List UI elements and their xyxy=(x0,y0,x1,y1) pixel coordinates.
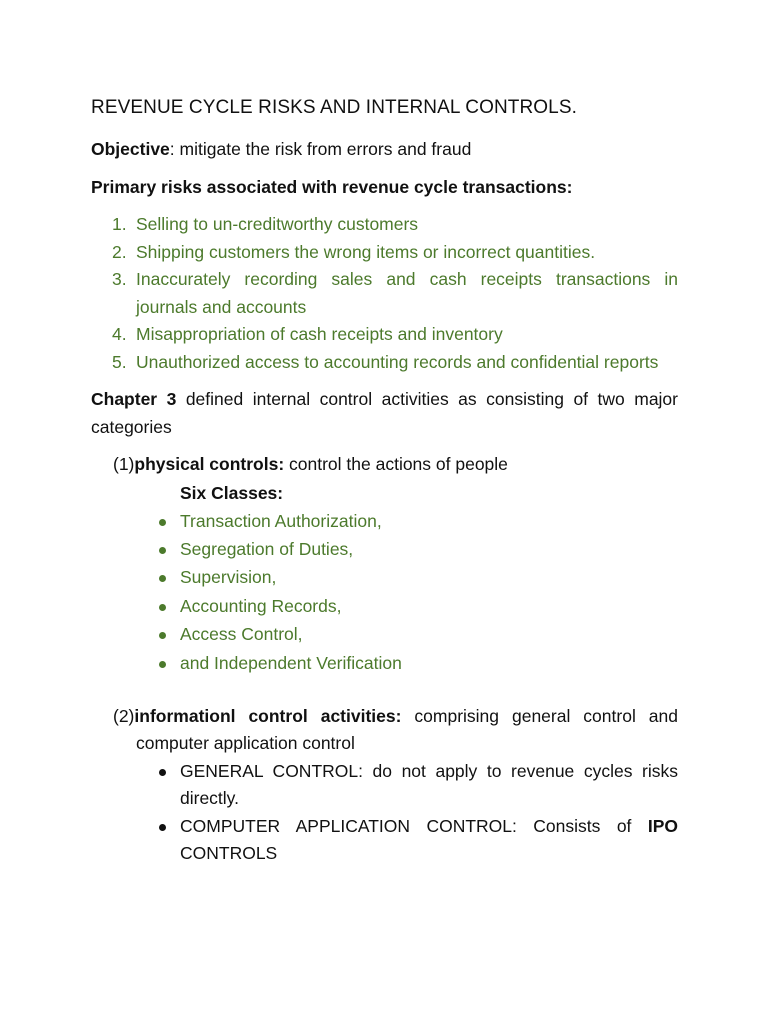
physical-prefix: (1) xyxy=(113,454,135,474)
class-item xyxy=(91,507,678,535)
risk-text: Unauthorized access to accounting records and confidential reports xyxy=(136,351,659,372)
document-page xyxy=(91,95,678,868)
class-item xyxy=(91,620,678,648)
risk-text: Shipping customers the wrong items or incorrect quantities. xyxy=(136,241,596,262)
class-text: Access Control, xyxy=(180,624,303,645)
risk-text: Inaccurately recording sales and cash receipts transactions in journals and accounts xyxy=(136,269,678,317)
class-text: Accounting Records, xyxy=(180,595,342,616)
bullet-icon xyxy=(159,547,166,554)
control-tail: CONTROLS xyxy=(180,843,278,864)
control-text: COMPUTER APPLICATION CONTROL: Consists of xyxy=(180,815,648,836)
risk-number: 5. xyxy=(112,351,127,372)
information-prefix: (2) xyxy=(113,705,135,726)
bullet-icon xyxy=(159,575,166,582)
risk-text: Selling to un-creditworthy customers xyxy=(136,214,419,234)
class-item xyxy=(91,649,678,677)
risk-item xyxy=(91,266,678,321)
chapter-paragraph xyxy=(91,386,678,441)
class-text: Transaction Authorization, xyxy=(180,510,382,531)
risk-number: 1. xyxy=(112,214,127,234)
bullet-icon xyxy=(159,824,166,831)
control-item-application xyxy=(91,813,678,868)
bullet-icon xyxy=(159,632,166,639)
class-item xyxy=(91,563,678,591)
risk-text: Misappropriation of cash receipts and inventory xyxy=(136,324,503,344)
bullet-icon xyxy=(159,769,166,776)
objective-text: : mitigate the risk from errors and fraud xyxy=(169,139,472,159)
spacer xyxy=(91,677,678,703)
objective-line xyxy=(91,136,678,164)
primary-risks-heading: Primary risks associated with revenue cycle transactions: xyxy=(91,176,573,197)
control-item-general xyxy=(91,758,678,813)
risk-item xyxy=(91,211,678,239)
risk-item xyxy=(91,239,678,267)
information-text: comprising general control and computer application control xyxy=(136,705,678,754)
risk-number: 2. xyxy=(112,241,127,262)
risk-item xyxy=(91,321,678,349)
information-label: informationl control activities: xyxy=(134,705,402,726)
class-text: Supervision, xyxy=(180,567,277,588)
six-classes-heading: Six Classes: xyxy=(180,482,284,503)
document-title: REVENUE CYCLE RISKS AND INTERNAL CONTROLS. xyxy=(91,97,577,118)
physical-label: physical controls: xyxy=(134,454,285,474)
six-classes-list xyxy=(91,507,678,677)
ipo-bold: IPO xyxy=(647,815,678,836)
class-item xyxy=(91,592,678,620)
chapter-text: defined internal control activities as consisting of two major categories xyxy=(91,389,678,437)
physical-text: control the actions of people xyxy=(284,454,508,474)
bullet-icon xyxy=(159,604,166,611)
bullet-icon xyxy=(159,519,166,526)
class-item xyxy=(91,535,678,563)
control-types-list xyxy=(91,758,678,868)
risk-item xyxy=(91,349,678,377)
control-text: GENERAL CONTROL: do not apply to revenue cycles risks directly. xyxy=(180,760,678,809)
class-text: Segregation of Duties, xyxy=(180,538,354,559)
physical-controls-heading xyxy=(91,451,678,479)
risk-number: 3. xyxy=(112,269,127,289)
information-controls-heading xyxy=(91,703,678,758)
objective-label: Objective xyxy=(91,139,170,159)
risk-number: 4. xyxy=(112,324,127,344)
class-text: and Independent Verification xyxy=(180,652,402,673)
bullet-icon xyxy=(159,661,166,668)
risks-list xyxy=(91,211,678,376)
chapter-label: Chapter 3 xyxy=(91,389,177,409)
